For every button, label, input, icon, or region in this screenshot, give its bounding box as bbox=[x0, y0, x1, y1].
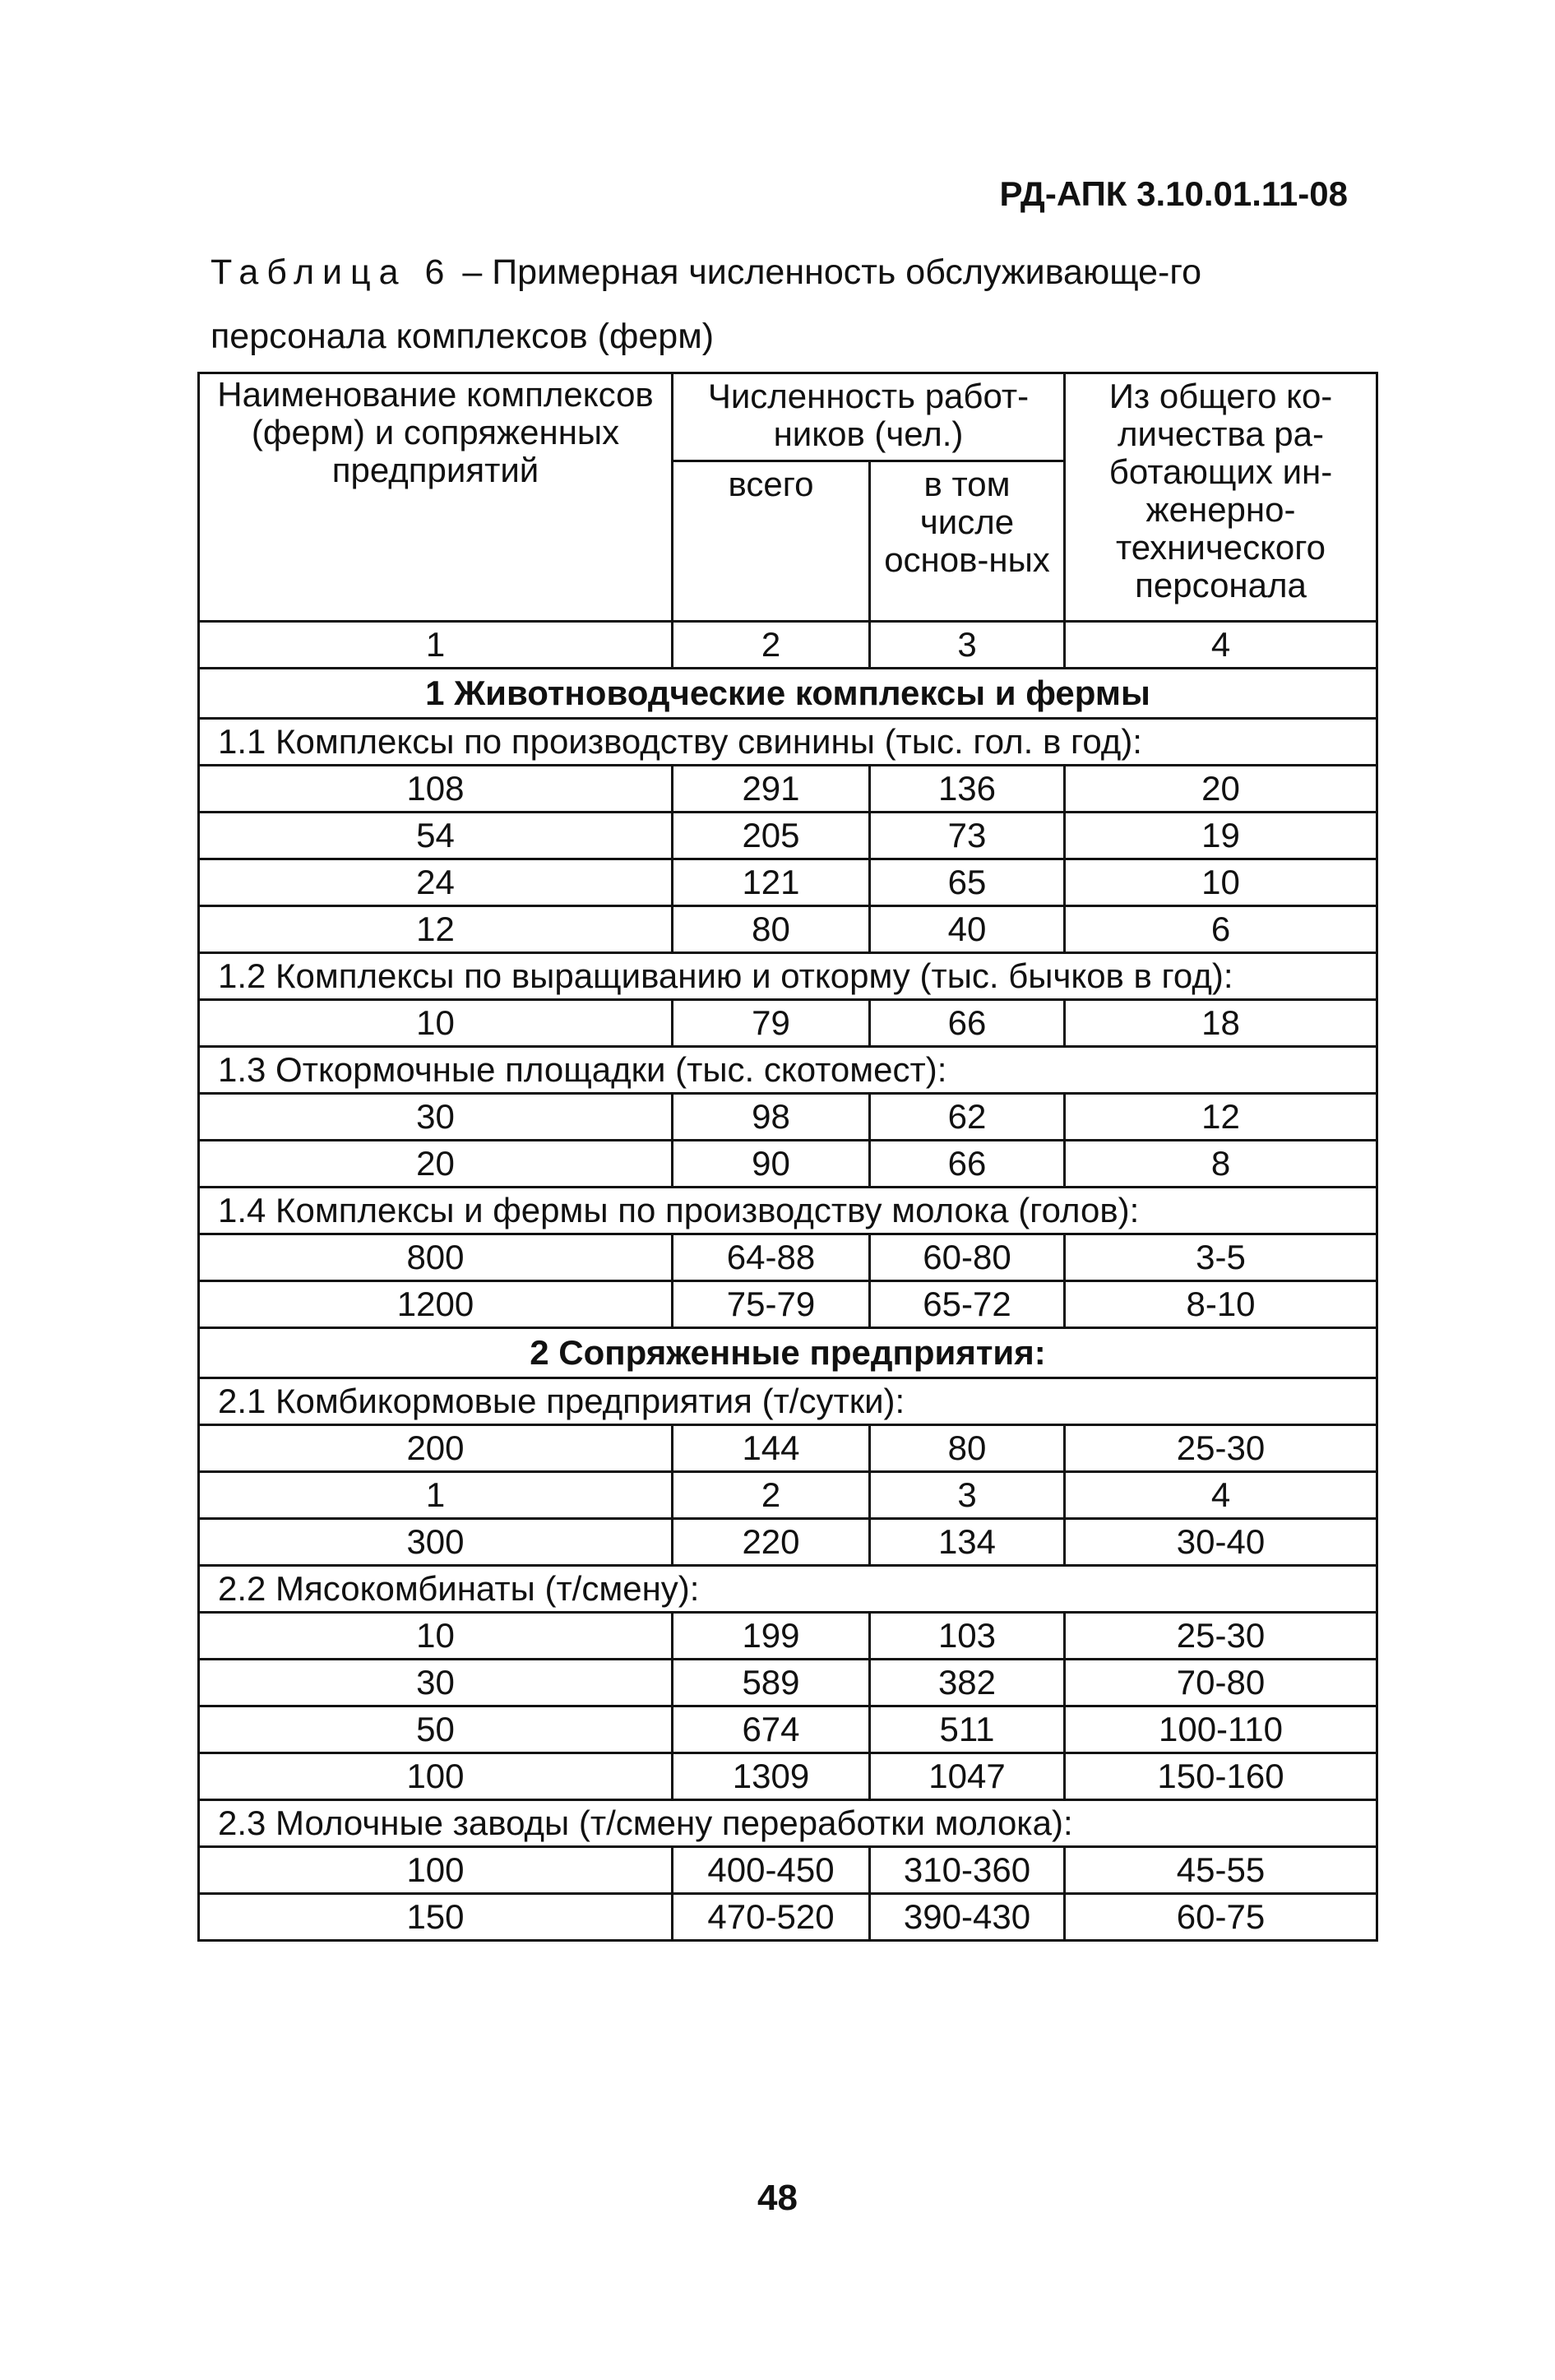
table-cell: 1047 bbox=[870, 1753, 1065, 1800]
table-row bbox=[199, 1753, 1377, 1800]
table-row bbox=[199, 859, 1377, 906]
table-cell: 45-55 bbox=[1065, 1847, 1377, 1894]
group-title: 1.2 Комплексы по выращиванию и откорму (тыс. бычков в год): bbox=[199, 953, 1377, 1000]
table-cell: 73 bbox=[870, 813, 1065, 859]
table-cell: 4 bbox=[1065, 1472, 1377, 1519]
group-title: 2.1 Комбикормовые предприятия (т/сутки): bbox=[199, 1378, 1377, 1425]
section-row bbox=[199, 1328, 1377, 1378]
table-cell: 12 bbox=[1065, 1094, 1377, 1141]
table-cell: 1200 bbox=[199, 1281, 673, 1328]
table-row bbox=[199, 1519, 1377, 1566]
table-row bbox=[199, 1425, 1377, 1472]
header-name: Наименование комплексов (ферм) и сопряженных предприятий bbox=[199, 373, 673, 622]
table-cell: 134 bbox=[870, 1519, 1065, 1566]
table-cell: 674 bbox=[673, 1706, 870, 1753]
table-caption-text: – Примерная численность обслуживающе-го персонала комплексов (ферм) bbox=[211, 252, 1202, 356]
group-title: 2.2 Мясокомбинаты (т/смену): bbox=[199, 1566, 1377, 1613]
group-title: 1.3 Откормочные площадки (тыс. скотомест): bbox=[199, 1047, 1377, 1094]
table-cell: 382 bbox=[870, 1660, 1065, 1706]
document-code: РД-АПК 3.10.01.11-08 bbox=[999, 174, 1348, 213]
group-title: 1.1 Комплексы по производству свинины (тыс. гол. в год): bbox=[199, 719, 1377, 766]
header-row bbox=[199, 373, 1377, 461]
table-cell: 108 bbox=[199, 766, 673, 813]
table-cell: 8-10 bbox=[1065, 1281, 1377, 1328]
table-cell: 19 bbox=[1065, 813, 1377, 859]
group-row bbox=[199, 1047, 1377, 1094]
column-number: 4 bbox=[1065, 622, 1377, 669]
table-cell: 40 bbox=[870, 906, 1065, 953]
staff-table bbox=[197, 372, 1378, 1942]
group-title: 1.4 Комплексы и фермы по производству молока (голов): bbox=[199, 1188, 1377, 1234]
table-cell: 80 bbox=[673, 906, 870, 953]
page-number: 48 bbox=[757, 2178, 798, 2218]
header-main: в том числе основ-ных bbox=[870, 461, 1065, 622]
table-row bbox=[199, 1706, 1377, 1753]
table-cell: 66 bbox=[870, 1141, 1065, 1188]
table-cell: 291 bbox=[673, 766, 870, 813]
table-cell: 54 bbox=[199, 813, 673, 859]
table-cell: 75-79 bbox=[673, 1281, 870, 1328]
table-cell: 511 bbox=[870, 1706, 1065, 1753]
table-cell: 100 bbox=[199, 1847, 673, 1894]
group-row bbox=[199, 1378, 1377, 1425]
table-cell: 30 bbox=[199, 1094, 673, 1141]
table-cell: 2 bbox=[673, 1472, 870, 1519]
table-caption bbox=[211, 240, 1349, 368]
table-cell: 3 bbox=[870, 1472, 1065, 1519]
table-cell: 25-30 bbox=[1065, 1613, 1377, 1660]
table-cell: 205 bbox=[673, 813, 870, 859]
table-row bbox=[199, 1234, 1377, 1281]
table-cell: 10 bbox=[1065, 859, 1377, 906]
table-caption-label: Таблица 6 bbox=[211, 252, 453, 292]
table-cell: 310-360 bbox=[870, 1847, 1065, 1894]
table-cell: 390-430 bbox=[870, 1894, 1065, 1941]
table-cell: 65-72 bbox=[870, 1281, 1065, 1328]
table-cell: 24 bbox=[199, 859, 673, 906]
table-cell: 100 bbox=[199, 1753, 673, 1800]
table-cell: 3-5 bbox=[1065, 1234, 1377, 1281]
table-cell: 62 bbox=[870, 1094, 1065, 1141]
table-cell: 1309 bbox=[673, 1753, 870, 1800]
table-cell: 70-80 bbox=[1065, 1660, 1377, 1706]
table-cell: 10 bbox=[199, 1000, 673, 1047]
table-row bbox=[199, 1000, 1377, 1047]
table-row bbox=[199, 813, 1377, 859]
table-cell: 66 bbox=[870, 1000, 1065, 1047]
table-cell: 50 bbox=[199, 1706, 673, 1753]
table-cell: 144 bbox=[673, 1425, 870, 1472]
table-row bbox=[199, 1141, 1377, 1188]
table-row bbox=[199, 766, 1377, 813]
table-cell: 25-30 bbox=[1065, 1425, 1377, 1472]
table-row bbox=[199, 1613, 1377, 1660]
table-cell: 121 bbox=[673, 859, 870, 906]
table-cell: 200 bbox=[199, 1425, 673, 1472]
group-row bbox=[199, 953, 1377, 1000]
table-cell: 10 bbox=[199, 1613, 673, 1660]
table-cell: 65 bbox=[870, 859, 1065, 906]
table-cell: 18 bbox=[1065, 1000, 1377, 1047]
table-cell: 60-75 bbox=[1065, 1894, 1377, 1941]
table-cell: 103 bbox=[870, 1613, 1065, 1660]
table-row bbox=[199, 1094, 1377, 1141]
table-cell: 64-88 bbox=[673, 1234, 870, 1281]
section-title: 2 Сопряженные предприятия: bbox=[199, 1328, 1377, 1378]
table-row bbox=[199, 1660, 1377, 1706]
table-cell: 8 bbox=[1065, 1141, 1377, 1188]
table-cell: 220 bbox=[673, 1519, 870, 1566]
column-number: 3 bbox=[870, 622, 1065, 669]
staff-table-body bbox=[199, 373, 1377, 1941]
table-cell: 136 bbox=[870, 766, 1065, 813]
table-row bbox=[199, 1894, 1377, 1941]
section-title: 1 Животноводческие комплексы и фермы bbox=[199, 669, 1377, 719]
table-row bbox=[199, 906, 1377, 953]
table-cell: 20 bbox=[199, 1141, 673, 1188]
header-workers: Численность работ-ников (чел.) bbox=[673, 373, 1065, 461]
table-cell: 100-110 bbox=[1065, 1706, 1377, 1753]
section-row bbox=[199, 669, 1377, 719]
table-row bbox=[199, 1472, 1377, 1519]
column-number-row bbox=[199, 622, 1377, 669]
table-cell: 60-80 bbox=[870, 1234, 1065, 1281]
table-cell: 300 bbox=[199, 1519, 673, 1566]
group-row bbox=[199, 1188, 1377, 1234]
header-engineering: Из общего ко-личества ра-ботающих ин-женерно-технического персонала bbox=[1065, 373, 1377, 622]
table-cell: 589 bbox=[673, 1660, 870, 1706]
table-cell: 79 bbox=[673, 1000, 870, 1047]
table-cell: 400-450 bbox=[673, 1847, 870, 1894]
group-row bbox=[199, 1800, 1377, 1847]
group-row bbox=[199, 719, 1377, 766]
table-cell: 98 bbox=[673, 1094, 870, 1141]
table-cell: 199 bbox=[673, 1613, 870, 1660]
header-total: всего bbox=[673, 461, 870, 622]
table-cell: 90 bbox=[673, 1141, 870, 1188]
column-number: 1 bbox=[199, 622, 673, 669]
table-cell: 1 bbox=[199, 1472, 673, 1519]
column-number: 2 bbox=[673, 622, 870, 669]
group-row bbox=[199, 1566, 1377, 1613]
table-cell: 150-160 bbox=[1065, 1753, 1377, 1800]
table-cell: 470-520 bbox=[673, 1894, 870, 1941]
table-cell: 30-40 bbox=[1065, 1519, 1377, 1566]
table-cell: 12 bbox=[199, 906, 673, 953]
table-cell: 150 bbox=[199, 1894, 673, 1941]
table-cell: 6 bbox=[1065, 906, 1377, 953]
table-cell: 30 bbox=[199, 1660, 673, 1706]
table-cell: 800 bbox=[199, 1234, 673, 1281]
table-row bbox=[199, 1847, 1377, 1894]
group-title: 2.3 Молочные заводы (т/смену переработки молока): bbox=[199, 1800, 1377, 1847]
table-cell: 80 bbox=[870, 1425, 1065, 1472]
table-cell: 20 bbox=[1065, 766, 1377, 813]
table-row bbox=[199, 1281, 1377, 1328]
